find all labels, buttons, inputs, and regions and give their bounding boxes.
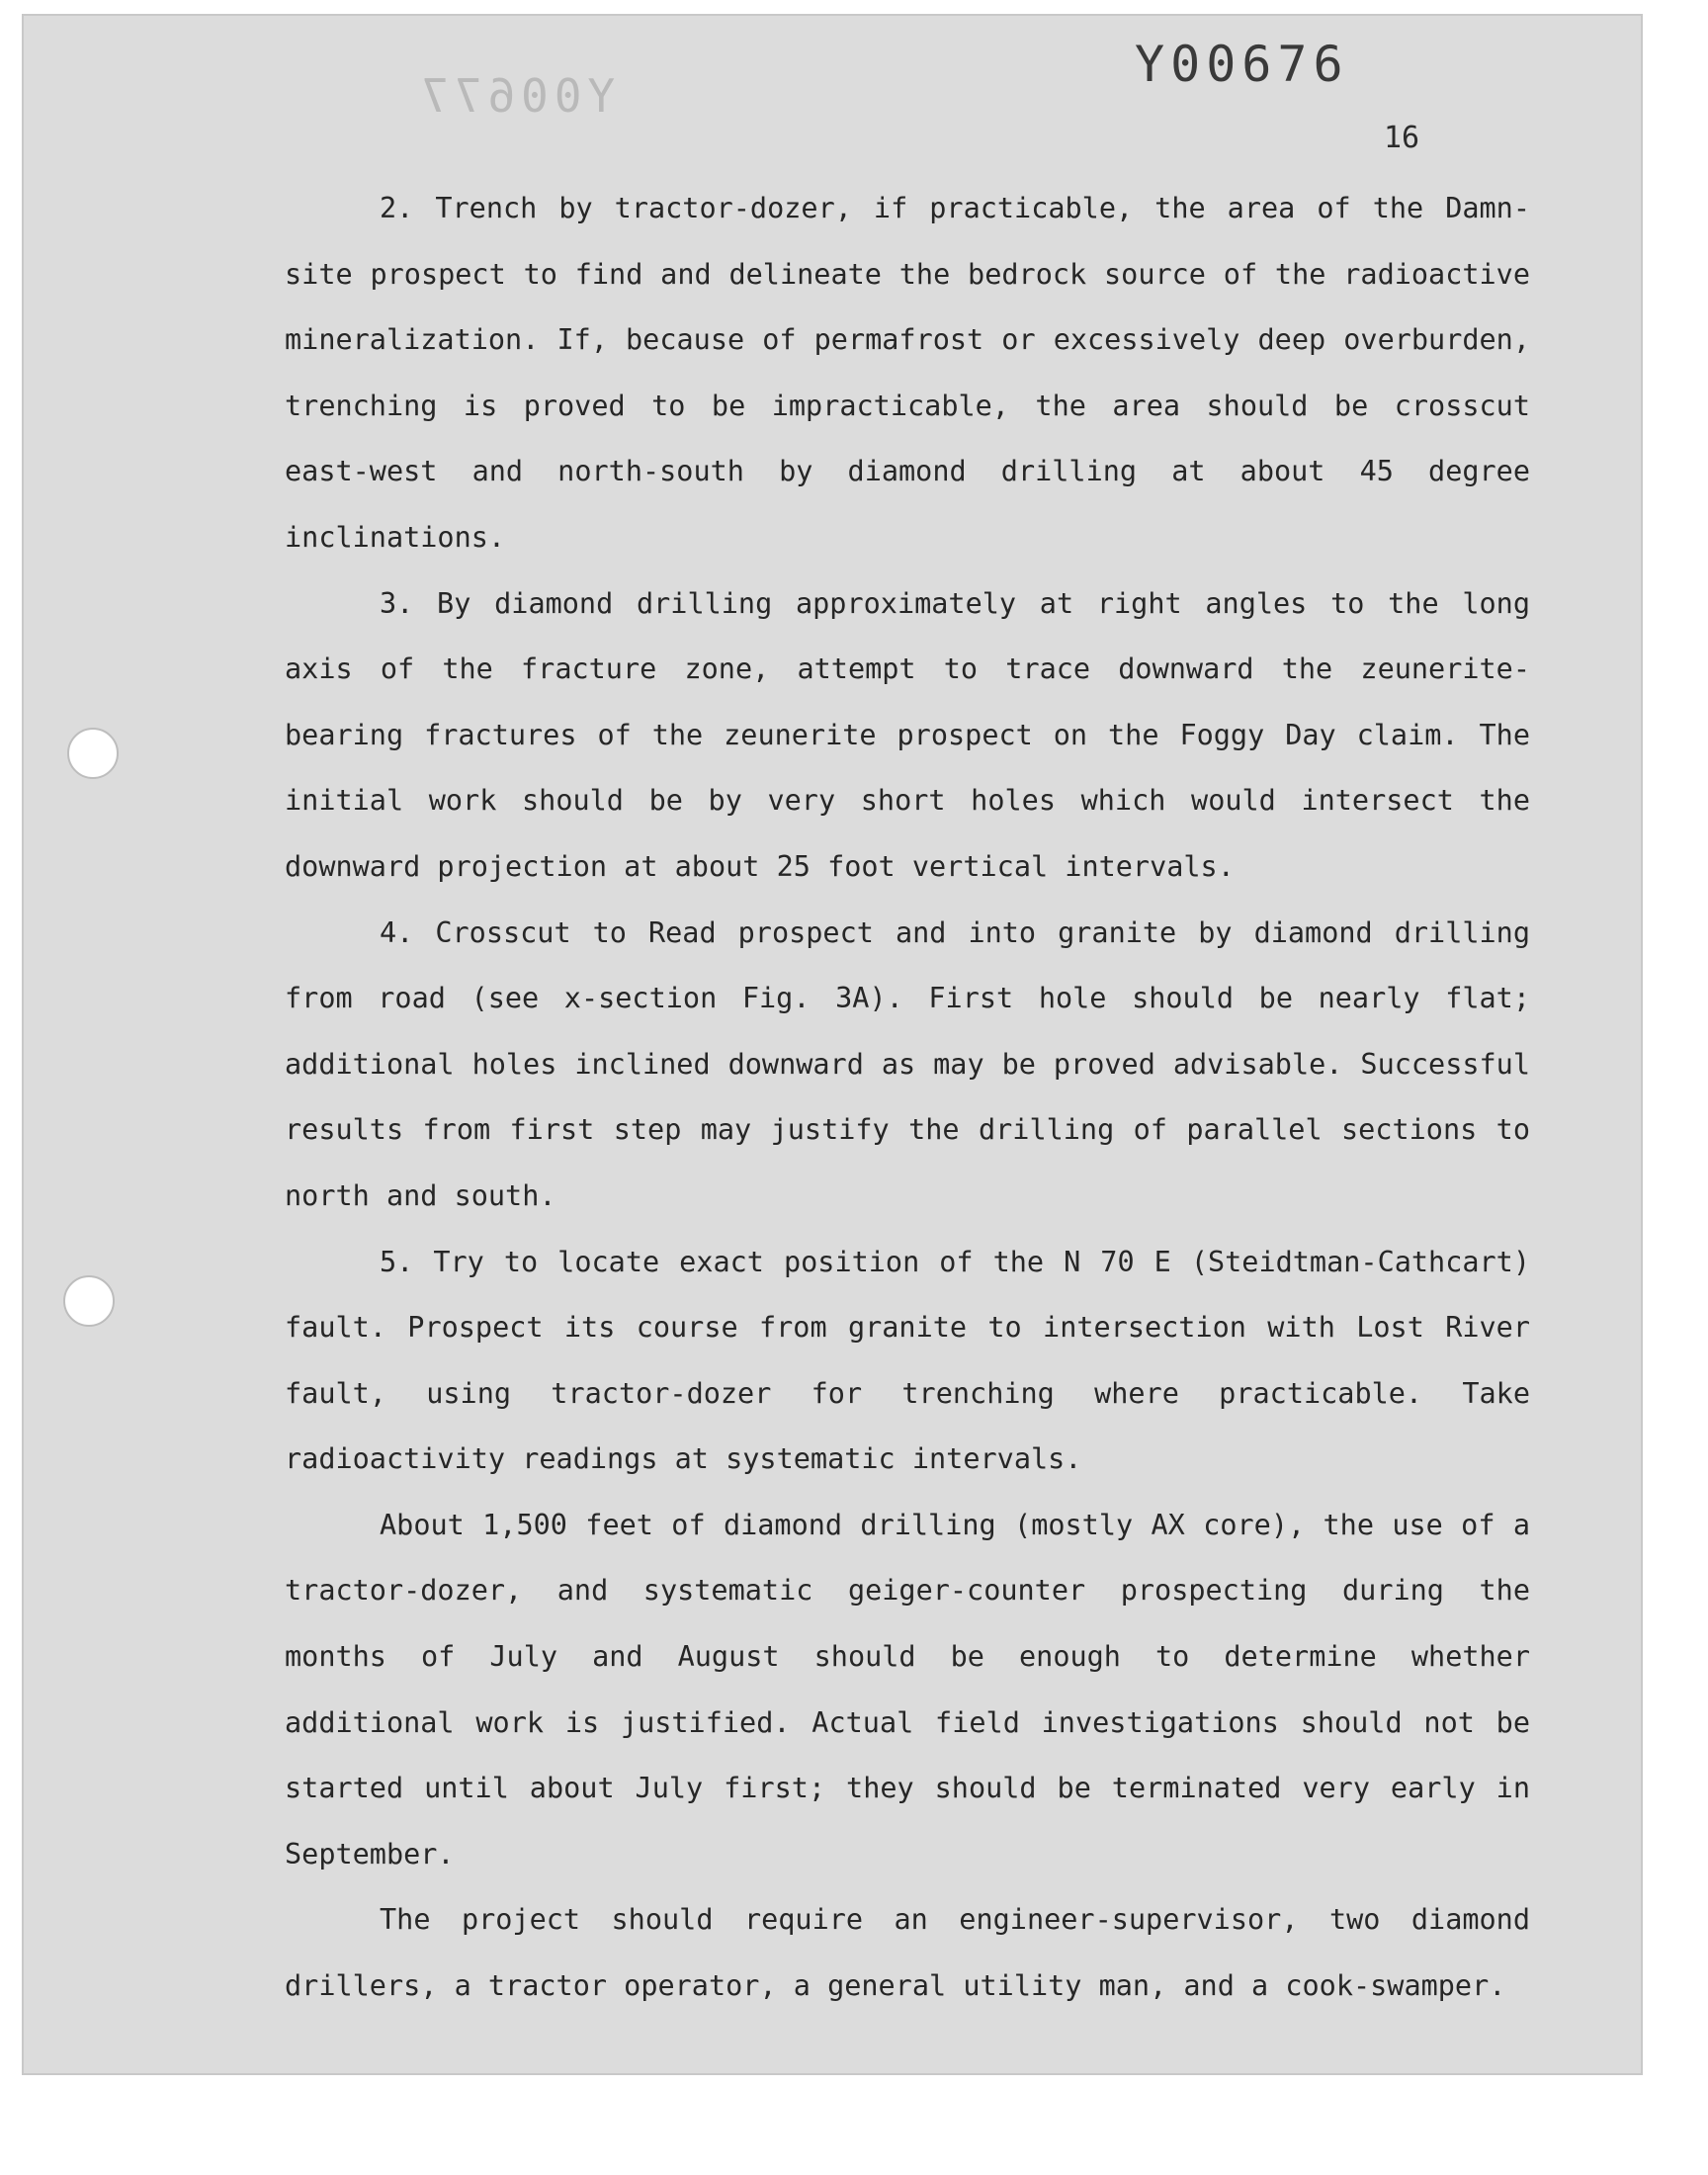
paragraph-item-2: 2. Trench by tractor-dozer, if practicable, the area of the Damn-site prospect to find and delineate the bedrock source of the radioactive mineralization. If, because of permafrost or excessively deep overburden, trenching is proved to be impracticable, the area should be crosscut east-west and north-south by diamond drilling at about 45 degree inclinations. [285, 192, 1530, 554]
paragraph-drilling-summary: About 1,500 feet of diamond drilling (mostly AX core), the use of a tractor-dozer, and systematic geiger-counter prospecting during the months of July and August should be enough to determine whether additional work is justified. Actual field investigations should not be started until about July first; they should be terminated very early in September. [285, 1508, 1530, 1870]
punch-hole-bottom [63, 1275, 115, 1327]
paragraph-staffing: The project should require an engineer-supervisor, two diamond drillers, a tractor operator, a general utility man, and a cook-swamper. [285, 1903, 1530, 2003]
bleed-through-stamp: Y00677 [415, 69, 616, 123]
document-body [285, 176, 1530, 2020]
paragraph-item-5: 5. Try to locate exact position of the N 70 E (Steidtman-Cathcart) fault. Prospect its course from granite to intersection with Lost River fault, using tractor-dozer for trenching where practicable. Take radioactivity readings at systematic intervals. [285, 1245, 1530, 1476]
page-number: 16 [1384, 121, 1420, 155]
paragraph-item-3: 3. By diamond drilling approximately at right angles to the long axis of the fracture zone, attempt to trace downward the zeunerite-bearing fractures of the zeunerite prospect on the Foggy Day claim. The initial work should be by very short holes which would intersect the downward projection at about 25 foot vertical intervals. [285, 586, 1530, 883]
document-stamp-number: Y00676 [1135, 36, 1349, 93]
punch-hole-top [67, 728, 119, 779]
paragraph-item-4: 4. Crosscut to Read prospect and into granite by diamond drilling from road (see x-section Fig. 3A). First hole should be nearly flat; additional holes inclined downward as may be proved advisable. Successful results from first step may justify the drilling of parallel sections to north and south. [285, 915, 1530, 1212]
